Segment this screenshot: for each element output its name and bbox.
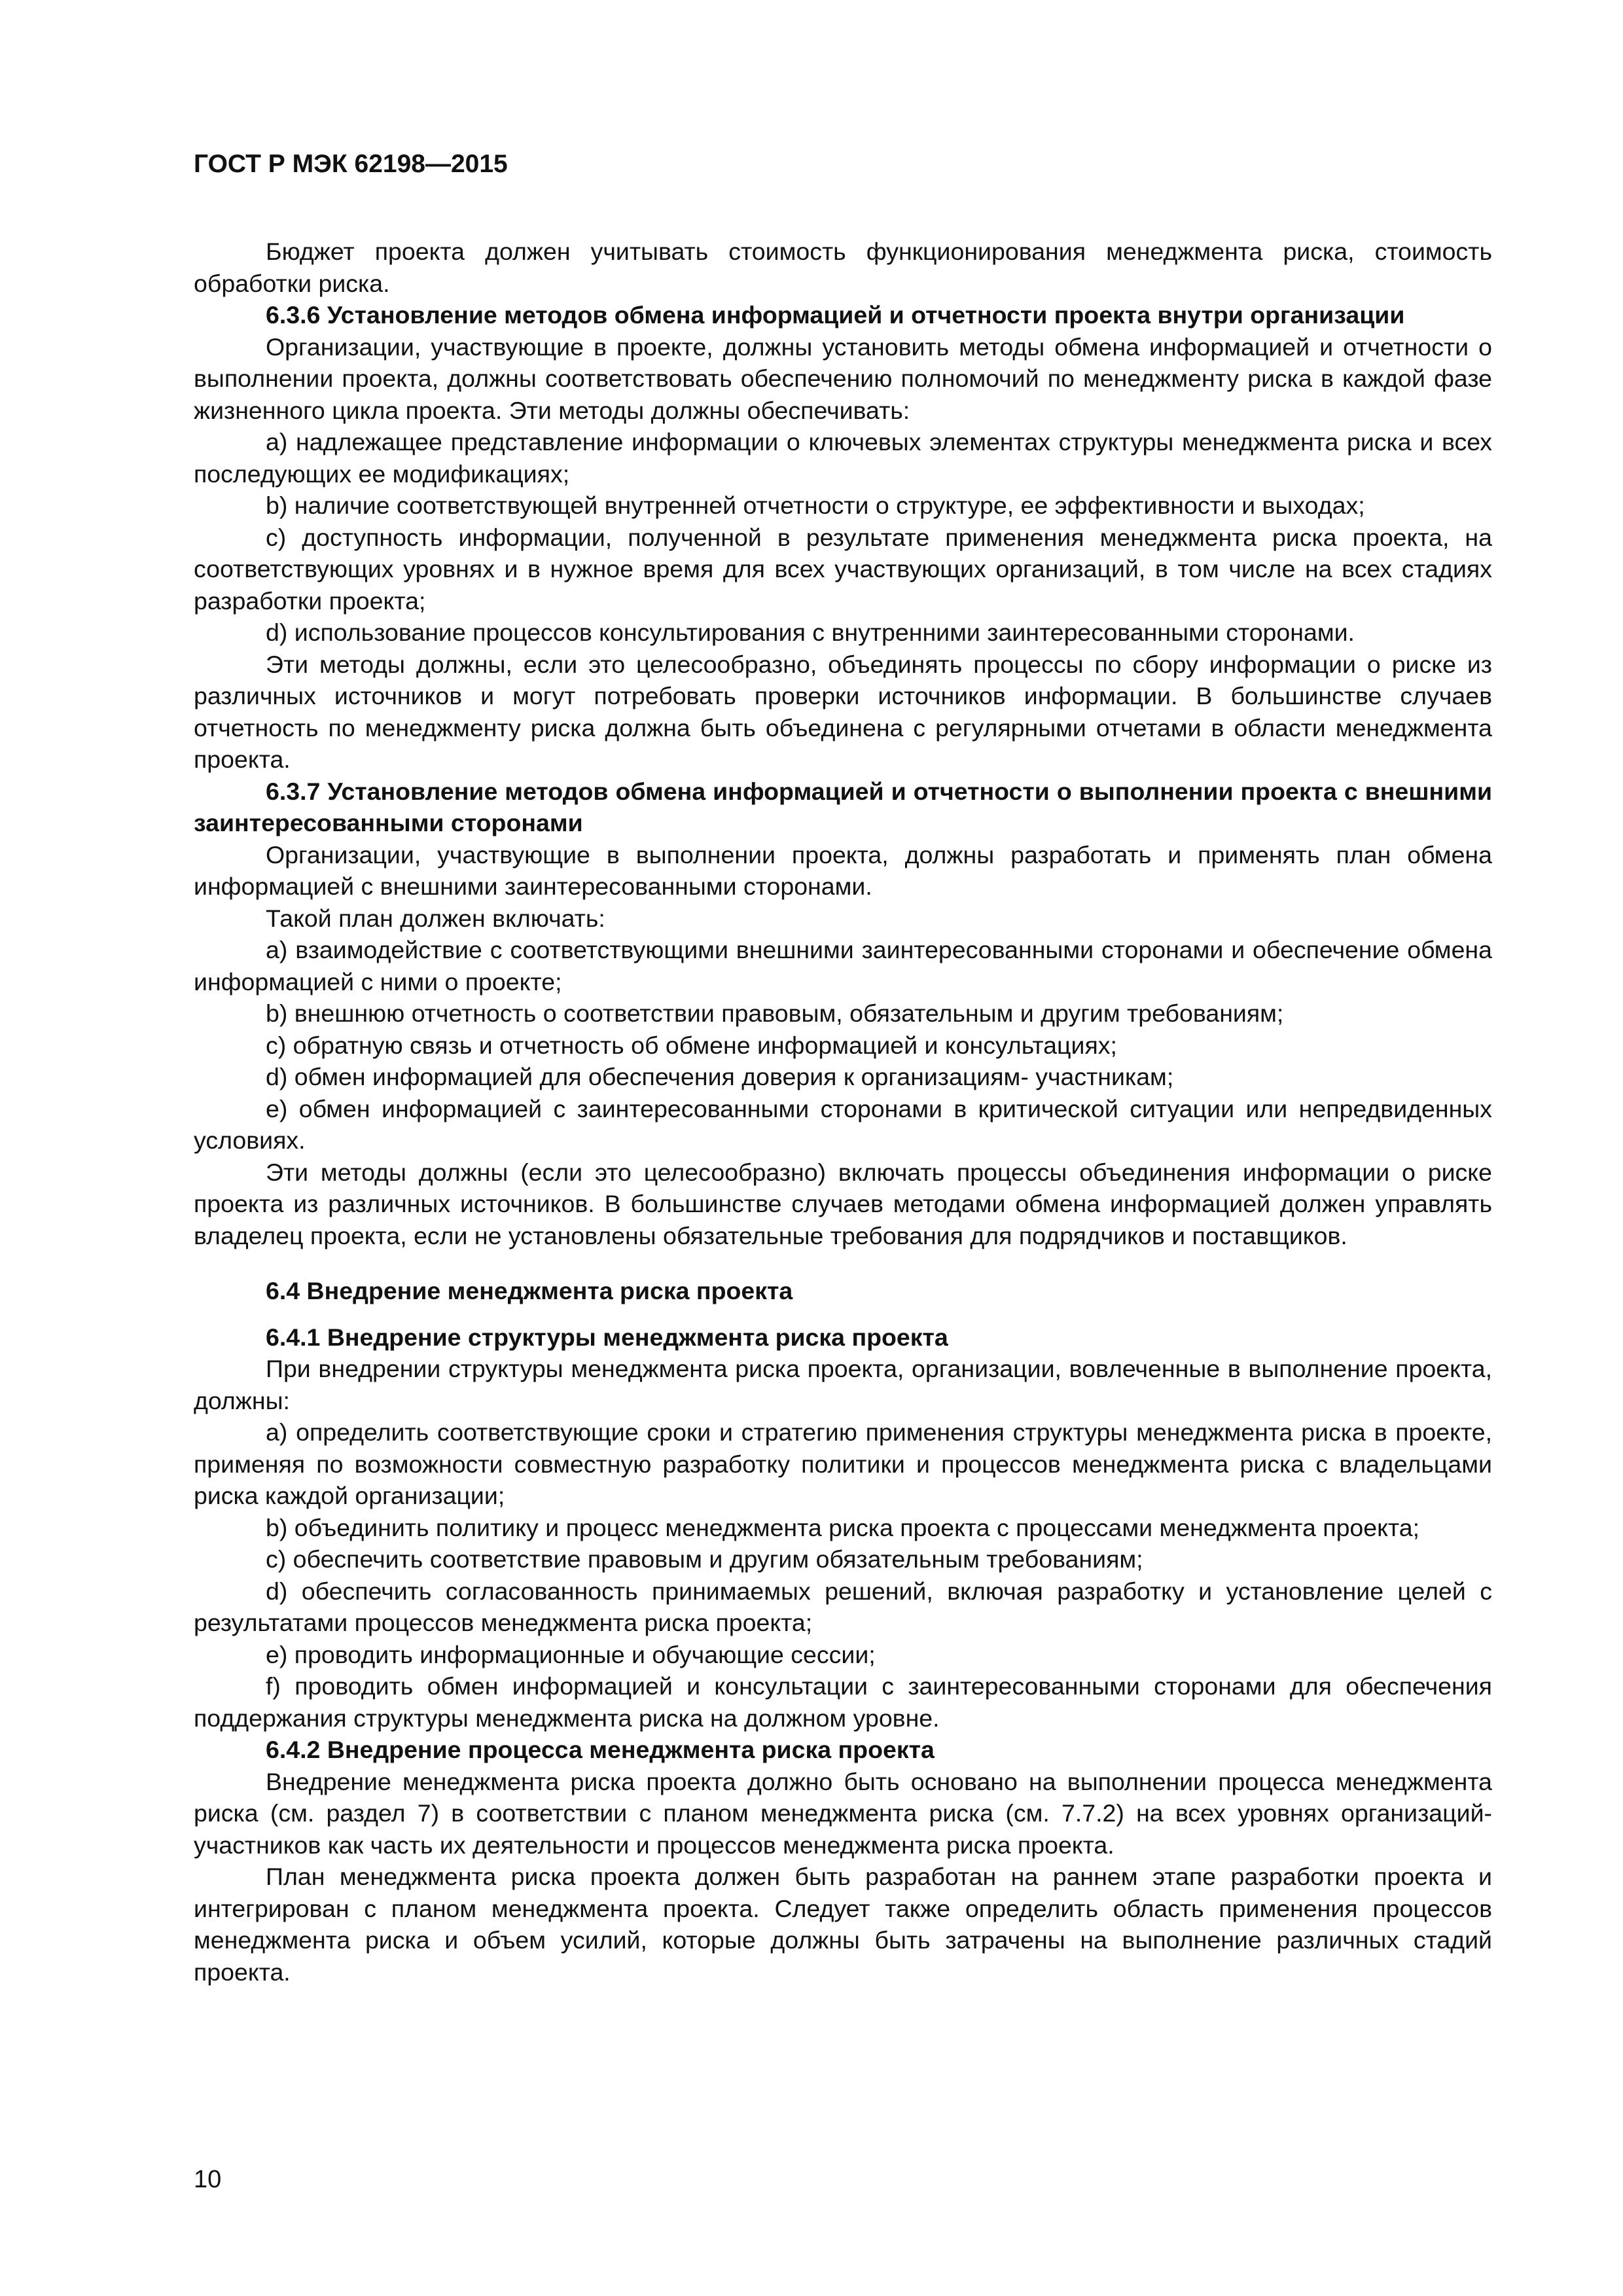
list-item: e) обмен информацией с заинтересованными сторонами в критической ситуации или непредвиденных условиях. — [194, 1094, 1492, 1154]
paragraph: Эти методы должны, если это целесообразно, объединять процессы по сбору информации о риске из различных источников и могут потребовать проверки источников информации. В большинстве случаев отчетность по менеджменту риска должна быть объединена с регулярными отчетами в области менеджмента проекта. — [194, 650, 1492, 773]
section-heading-6-4-1: 6.4.1 Внедрение структуры менеджмента риска проекта — [266, 1323, 948, 1351]
list-item: c) обратную связь и отчетность об обмене информацией и консультациях; — [266, 1031, 1117, 1059]
list-item: a) взаимодействие с соответствующими внешними заинтересованными сторонами и обеспечение обмена информацией с ними о проекте; — [194, 936, 1492, 996]
paragraph: Бюджет проекта должен учитывать стоимость функционирования менеджмента риска, стоимость обработки риска. — [194, 238, 1492, 297]
document-page — [194, 148, 1492, 1988]
list-item: b) объединить политику и процесс менеджмента риска проекта с процессами менеджмента проекта; — [266, 1513, 1419, 1541]
list-item: d) использование процессов консультирования с внутренними заинтересованными сторонами. — [266, 619, 1355, 646]
list-item: d) обеспечить согласованность принимаемых решений, включая разработку и установление целей с результатами процессов менеджмента риска проекта; — [194, 1577, 1492, 1636]
list-item: a) определить соответствующие сроки и стратегию применения структуры менеджмента риска в проекте, применяя по возможности совместную разработку политики и процессов менеджмента риска с владельцами риска каждой организации; — [194, 1418, 1492, 1509]
section-heading-6-3-7: 6.3.7 Установление методов обмена информацией и отчетности о выполнении проекта с внешними заинтересованными сторонами — [194, 777, 1492, 836]
list-item: b) внешнюю отчетность о соответствии правовым, обязательным и другим требованиям; — [266, 999, 1284, 1027]
list-item: c) доступность информации, полученной в результате применения менеджмента риска проекта, на соответствующих уровнях и в нужное время для всех участвующих организаций, в том числе на всех стадиях разработки проекта; — [194, 523, 1492, 615]
section-heading-6-4-2: 6.4.2 Внедрение процесса менеджмента риска проекта — [266, 1736, 935, 1763]
list-item: b) наличие соответствующей внутренней отчетности о структуре, ее эффективности и выходах; — [266, 492, 1365, 519]
list-item: f) проводить обмен информацией и консультации с заинтересованными сторонами для обеспечения поддержания структуры менеджмента риска на должном уровне. — [194, 1672, 1492, 1732]
document-body — [194, 236, 1492, 1988]
paragraph: Организации, участвующие в проекте, должны установить методы обмена информацией и отчетности о выполнении проекта, должны соответствовать обеспечению полномочий по менеджменту риска в каждой фазе жизненного цикла проекта. Эти методы должны обеспечивать: — [194, 332, 1492, 424]
list-item: c) обеспечить соответствие правовым и другим обязательным требованиям; — [266, 1545, 1143, 1573]
standard-header: ГОСТ Р МЭК 62198—2015 — [194, 150, 508, 178]
list-item: e) проводить информационные и обучающие сессии; — [266, 1640, 876, 1668]
paragraph: Такой план должен включать: — [266, 904, 605, 932]
paragraph: Эти методы должны (если это целесообразно) включать процессы объединения информации о риске проекта из различных источников. В большинстве случаев методами обмена информацией должен управлять владелец проекта, если не установлены обязательные требования для подрядчиков и поставщиков. — [194, 1158, 1492, 1249]
paragraph: Организации, участвующие в выполнении проекта, должны разработать и применять план обмена информацией с внешними заинтересованными сторонами. — [194, 840, 1492, 900]
page-number: 10 — [194, 2166, 222, 2193]
section-heading-6-4: 6.4 Внедрение менеджмента риска проекта — [266, 1277, 793, 1304]
paragraph: При внедрении структуры менеджмента риска проекта, организации, вовлеченные в выполнение проекта, должны: — [194, 1355, 1492, 1414]
list-item: d) обмен информацией для обеспечения доверия к организациям- участникам; — [266, 1063, 1174, 1090]
paragraph: Внедрение менеджмента риска проекта должно быть основано на выполнении процесса менеджмента риска (см. раздел 7) в соответствии с планом менеджмента риска (см. 7.7.2) на всех уровнях организаций-участников как часть их деятельности и процессов менеджмента риска проекта. — [194, 1767, 1492, 1859]
paragraph: План менеджмента риска проекта должен быть разработан на раннем этапе разработки проекта и интегрирован с планом менеджмента проекта. Следует также определить область применения процессов менеджмента риска и объем усилий, которые должны быть затрачены на выполнение различных стадий проекта. — [194, 1863, 1492, 1986]
section-heading-6-3-6: 6.3.6 Установление методов обмена информацией и отчетности проекта внутри организации — [266, 301, 1405, 329]
list-item: a) надлежащее представление информации о ключевых элементах структуры менеджмента риска и всех последующих ее модификациях; — [194, 428, 1492, 488]
